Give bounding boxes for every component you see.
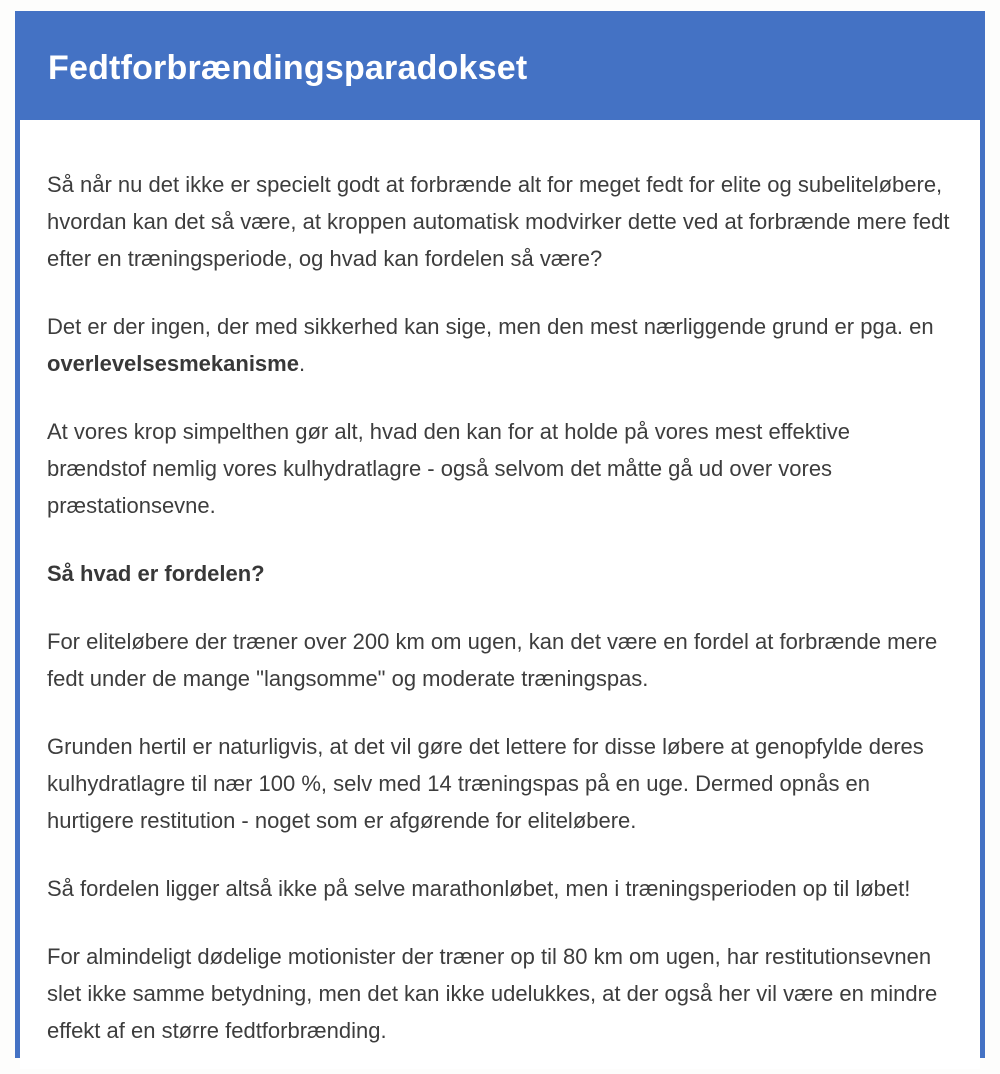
article-card (15, 11, 985, 1058)
paragraph (47, 938, 950, 1049)
paragraph (47, 308, 950, 382)
text-run: For eliteløbere der træner over 200 km om ugen, kan det være en fordel at forbrænde mere fedt under de mange "langsomme" og moderate træningspas. (47, 629, 938, 691)
article-body (20, 120, 980, 1069)
text-run: . (298, 351, 306, 376)
text-run: Så når nu det ikke er specielt godt at forbrænde alt for meget fedt for elite og subeliteløbere, hvordan kan det så være, at kroppen automatisk modvirker dette ved at forbrænde mere fedt efter en træningsperiode, og hvad kan fordelen så være? (47, 172, 950, 271)
bold-text-run: Så hvad er fordelen? (47, 561, 265, 586)
article-header (20, 16, 980, 120)
page-title: Fedtforbrændingsparadokset (48, 48, 528, 87)
paragraph (47, 413, 950, 524)
text-run: At vores krop simpelthen gør alt, hvad den kan for at holde på vores mest effektive brændstof nemlig vores kulhydratlagre - også selvom det måtte gå ud over vores præstationsevne. (47, 419, 851, 518)
text-run: Så fordelen ligger altså ikke på selve marathonløbet, men i træningsperioden op til løbet! (47, 876, 911, 901)
text-run: For almindeligt dødelige motionister der træner op til 80 km om ugen, har restitutionsevnen slet ikke samme betydning, men det kan ikke udelukkes, at der også her vil være en mindre effekt af en større fedtforbrænding. (47, 944, 938, 1043)
paragraph (47, 623, 950, 697)
text-run: Det er der ingen, der med sikkerhed kan sige, men den mest nærliggende grund er pga. en (47, 314, 934, 339)
text-run: Grunden hertil er naturligvis, at det vil gøre det lettere for disse løbere at genopfylde deres kulhydratlagre til nær 100 %, selv med 14 træningspas på en uge. Dermed opnås en hurtigere restitution - noget som er afgørende for eliteløbere. (47, 734, 924, 833)
paragraph (47, 870, 950, 907)
bold-text-run: overlevelsesmekanisme (47, 351, 299, 376)
paragraph (47, 728, 950, 839)
paragraph (47, 166, 950, 277)
paragraph (47, 555, 950, 592)
